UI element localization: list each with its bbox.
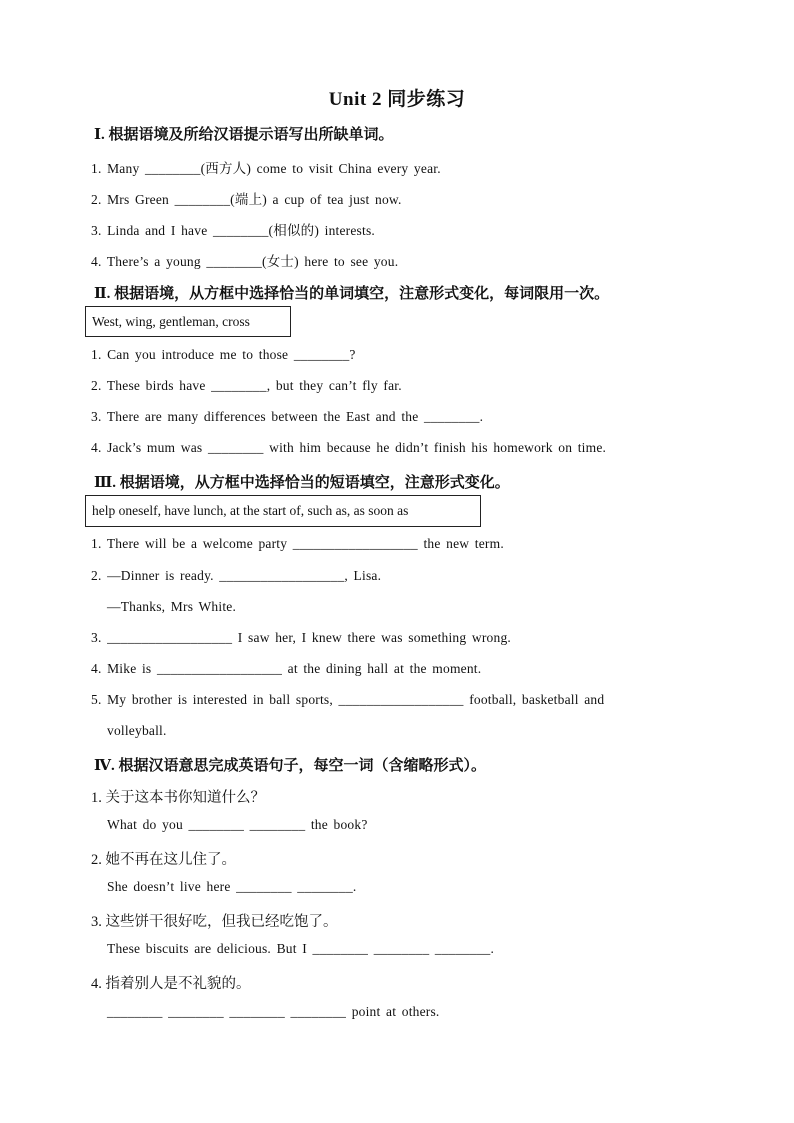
section-3-item-3: 3. __________________ I saw her, I knew there was something wrong. (91, 630, 511, 645)
section-3-item-2-reply: —Thanks, Mrs White. (107, 599, 237, 614)
section-3-item-2: 2. —Dinner is ready. __________________, Lisa. (91, 568, 382, 583)
section-2-item-1: 1. Can you introduce me to those ________? (91, 347, 356, 362)
section-4-heading: Ⅳ. 根据汉语意思完成英语句子，每空一词（含缩略形式）。 (94, 758, 487, 774)
word-box (85, 306, 291, 337)
section-2-item-3: 3. There are many differences between the East and the ________. (91, 409, 484, 424)
section-2-item-2: 2. These birds have ________, but they can’t fly far. (91, 378, 402, 393)
section-2-item-4: 4. Jack’s mum was ________ with him because he didn’t finish his homework on time. (91, 440, 607, 455)
section-1-item-1: 1. Many ________(西方人) come to visit China every year. (91, 161, 441, 176)
section-3-item-5: 5. My brother is interested in ball sports, __________________ football, basketball and (91, 692, 605, 707)
page-title: Unit 2 同步练习 (328, 89, 466, 110)
section-4-item-3-cn: 3. 这些饼干很好吃，但我已经吃饱了。 (91, 914, 338, 930)
phrase-box-text: help oneself, have lunch, at the start of, such as, as soon as (92, 503, 409, 518)
section-3-item-4: 4. Mike is __________________ at the dining hall at the moment. (91, 661, 482, 676)
section-3-item-1: 1. There will be a welcome party __________________ the new term. (91, 536, 504, 551)
section-1-item-3: 3. Linda and I have ________(相似的) interests. (91, 223, 375, 238)
section-4-item-3-en: These biscuits are delicious. But I ________ ________ ________. (107, 941, 495, 956)
word-box-text: West, wing, gentleman, cross (92, 314, 250, 329)
section-3-item-5-cont: volleyball. (107, 723, 167, 738)
section-4-item-4-cn: 4. 指着别人是不礼貌的。 (91, 976, 251, 992)
section-4-item-2-cn: 2. 她不再在这儿住了。 (91, 852, 236, 868)
phrase-box (85, 495, 481, 527)
section-3-heading: Ⅲ. 根据语境，从方框中选择恰当的短语填空，注意形式变化。 (94, 475, 510, 491)
section-1-heading: Ⅰ. 根据语境及所给汉语提示语写出所缺单词。 (94, 127, 394, 143)
section-1-item-2: 2. Mrs Green ________(端上) a cup of tea just now. (91, 192, 402, 207)
section-4-item-1-en: What do you ________ ________ the book? (107, 817, 368, 832)
section-4-item-1-cn: 1. 关于这本书你知道什么？ (91, 790, 265, 806)
section-4-item-2-en: She doesn’t live here ________ ________. (107, 879, 357, 894)
section-2-heading: Ⅱ. 根据语境，从方框中选择恰当的单词填空，注意形式变化，每词限用一次。 (94, 286, 610, 302)
section-4-item-4-en: ________ ________ ________ ________ point at others. (107, 1004, 440, 1019)
section-1-item-4: 4. There’s a young ________(女士) here to see you. (91, 254, 399, 269)
